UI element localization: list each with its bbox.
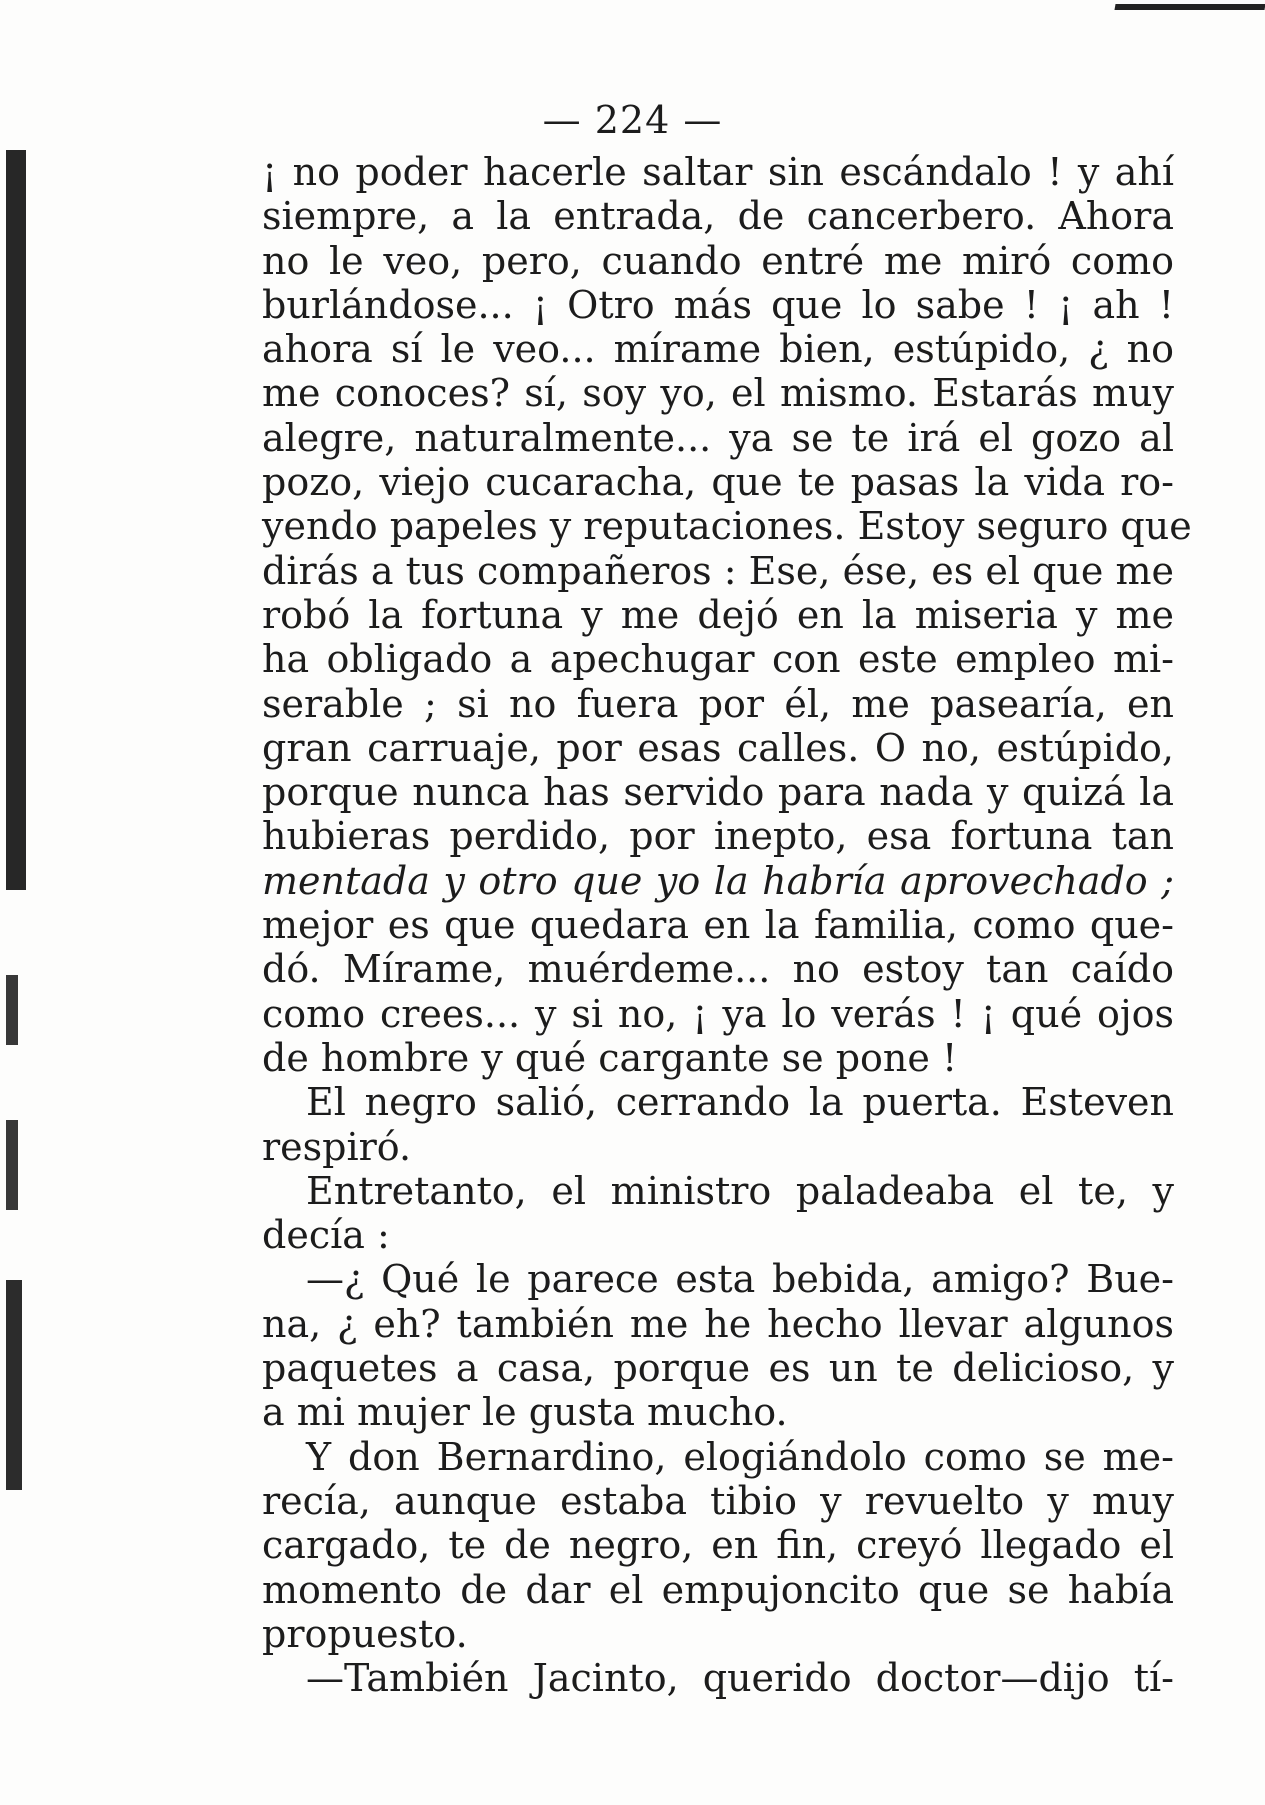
scan-edge-mark: [1114, 4, 1265, 10]
text-line: pozo, viejo cucaracha, que te pasas la vida ro-: [262, 460, 1174, 505]
text-line: ¡ no poder hacerle saltar sin escándalo ! y ahí: [262, 150, 1174, 194]
text-line: burlándose... ¡ Otro más que lo sabe ! ¡ ah !: [262, 282, 1174, 327]
body-text: [262, 150, 1192, 1701]
text-line: porque nunca has servido para nada y quizá la: [262, 770, 1174, 815]
text-line: paquetes a casa, porque es un te delicioso, y: [262, 1346, 1174, 1391]
text-line: decía :: [262, 1213, 390, 1258]
text-line: dó. Mírame, muérdeme... no estoy tan caído: [262, 947, 1174, 992]
text-line: ha obligado a apechugar con este empleo mi-: [262, 637, 1174, 682]
text-line: mejor es que quedara en la familia, como que-: [262, 903, 1174, 948]
text-line: serable ; si no fuera por él, me pasearía, en: [262, 681, 1174, 726]
text-line: propuesto.: [262, 1611, 468, 1656]
text-line: respiró.: [262, 1124, 412, 1169]
text-line: —También Jacinto, querido doctor—dijo tí-: [306, 1656, 1174, 1701]
text-line: Entretanto, el ministro paladeaba el te, y: [306, 1168, 1174, 1213]
text-line: gran carruaje, por esas calles. O no, estúpido,: [262, 725, 1174, 770]
text-line: Y don Bernardino, elogiándolo como se me-: [306, 1434, 1174, 1479]
text-line: hubieras perdido, por inepto, esa fortuna tan: [262, 814, 1174, 859]
binding-shadow: [6, 150, 26, 890]
text-line: de hombre y qué cargante se pone !: [262, 1035, 958, 1080]
text-line: a mi mujer le gusta mucho.: [262, 1390, 788, 1435]
text-line: me conoces? sí, soy yo, el mismo. Estarás muy: [262, 371, 1174, 416]
text-line: robó la fortuna y me dejó en la miseria y me: [262, 592, 1174, 637]
binding-shadow: [6, 1120, 18, 1210]
text-line: alegre, naturalmente... ya se te irá el gozo al: [262, 415, 1174, 460]
text-line: El negro salió, cerrando la puerta. Esteven: [306, 1080, 1174, 1125]
text-line: —¿ Qué le parece esta bebida, amigo? Bue-: [306, 1257, 1174, 1302]
text-line: dirás a tus compañeros : Ese, ése, es el que me: [262, 548, 1174, 593]
page-number: — 224 —: [542, 98, 723, 142]
binding-shadow: [6, 1280, 22, 1490]
binding-shadow: [6, 975, 18, 1045]
text-line: recía, aunque estaba tibio y revuelto y muy: [262, 1478, 1174, 1523]
text-line: yendo papeles y reputaciones. Estoy seguro que: [262, 504, 1192, 549]
text-line: cargado, te de negro, en fin, creyó llegado el: [262, 1523, 1174, 1568]
text-line: ahora sí le veo... mírame bien, estúpido, ¿ no: [262, 327, 1174, 372]
text-line: momento de dar el empujoncito que se había: [262, 1567, 1174, 1612]
text-line: mentada y otro que yo la habría aprovechado ;: [262, 858, 1174, 903]
text-line: na, ¿ eh? también me he hecho llevar algunos: [262, 1301, 1174, 1346]
text-line: como crees... y si no, ¡ ya lo verás ! ¡ qué ojos: [262, 991, 1174, 1036]
text-line: no le veo, pero, cuando entré me miró como: [262, 238, 1174, 283]
text-line: siempre, a la entrada, de cancerbero. Ahora: [262, 194, 1174, 239]
